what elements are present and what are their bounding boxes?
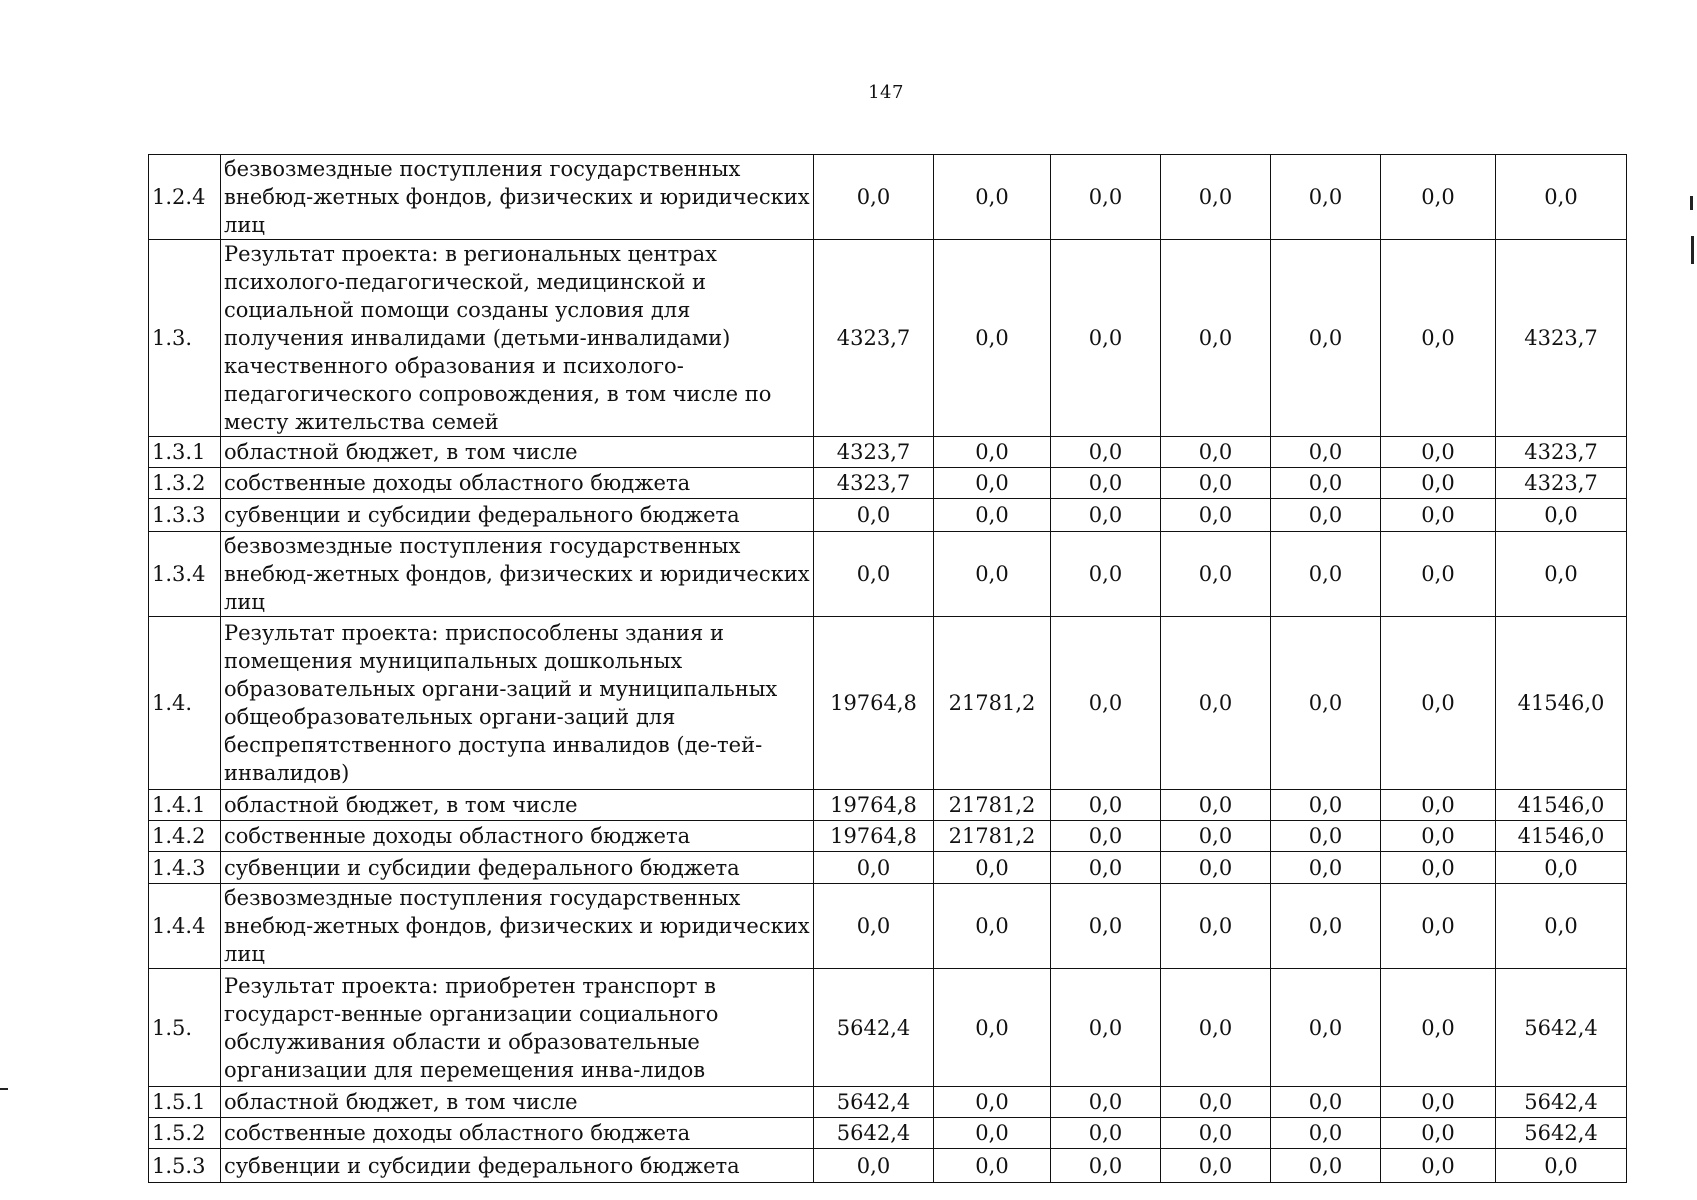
value-cell: 0,0 [1051,1087,1161,1118]
value-cell: 0,0 [814,155,934,240]
value-cell: 0,0 [1271,240,1381,437]
value-cell: 0,0 [1271,499,1381,532]
value-cell: 0,0 [1496,499,1627,532]
table-row [149,1149,1627,1183]
value-cell: 0,0 [1381,790,1496,821]
row-description: безвозмездные поступления государственных внебюд-жетных фондов, физических и юридических лиц [221,884,814,969]
value-cell: 0,0 [1271,1149,1381,1183]
value-cell: 0,0 [934,468,1051,499]
row-description: собственные доходы областного бюджета [221,1118,814,1149]
value-cell: 0,0 [1161,884,1271,969]
value-cell: 0,0 [1271,468,1381,499]
value-cell: 41546,0 [1496,821,1627,852]
value-cell: 0,0 [1051,468,1161,499]
row-description: областной бюджет, в том числе [221,790,814,821]
value-cell: 0,0 [1271,437,1381,468]
row-code: 1.4.4 [149,884,221,969]
right-edge-mark [1691,236,1694,264]
value-cell: 0,0 [1381,1087,1496,1118]
value-cell: 0,0 [1496,1149,1627,1183]
row-code: 1.4.2 [149,821,221,852]
value-cell: 4323,7 [1496,468,1627,499]
value-cell: 0,0 [1496,155,1627,240]
value-cell: 4323,7 [1496,240,1627,437]
table-row [149,790,1627,821]
value-cell: 0,0 [1381,969,1496,1087]
value-cell: 0,0 [1161,1087,1271,1118]
value-cell: 5642,4 [1496,969,1627,1087]
value-cell: 0,0 [1381,240,1496,437]
value-cell: 0,0 [934,1118,1051,1149]
value-cell: 19764,8 [814,821,934,852]
row-code: 1.5.3 [149,1149,221,1183]
table-row [149,499,1627,532]
value-cell: 0,0 [1271,969,1381,1087]
value-cell: 5642,4 [1496,1087,1627,1118]
value-cell: 0,0 [1271,852,1381,884]
row-code: 1.3.1 [149,437,221,468]
value-cell: 0,0 [1051,240,1161,437]
value-cell: 0,0 [1161,617,1271,790]
row-code: 1.4.1 [149,790,221,821]
value-cell: 0,0 [1161,155,1271,240]
row-description: Результат проекта: приспособлены здания и помещения муниципальных дошкольных образовательных органи-заций и муниципальных общеобразовательных органи-заций для беспрепятственного доступа инвалидов (де-тей-инвалидов) [221,617,814,790]
value-cell: 41546,0 [1496,617,1627,790]
row-description: субвенции и субсидии федерального бюджета [221,1149,814,1183]
page-number: 147 [868,82,904,103]
value-cell: 0,0 [1381,1149,1496,1183]
budget-table [148,154,1627,1183]
value-cell: 0,0 [934,884,1051,969]
value-cell: 19764,8 [814,790,934,821]
value-cell: 0,0 [934,532,1051,617]
row-description: безвозмездные поступления государственных внебюд-жетных фондов, физических и юридических лиц [221,155,814,240]
row-code: 1.5.1 [149,1087,221,1118]
value-cell: 0,0 [1381,155,1496,240]
value-cell: 0,0 [814,499,934,532]
value-cell: 0,0 [1161,1118,1271,1149]
value-cell: 41546,0 [1496,790,1627,821]
value-cell: 0,0 [1381,532,1496,617]
value-cell: 0,0 [1271,155,1381,240]
value-cell: 0,0 [814,532,934,617]
value-cell: 0,0 [1271,821,1381,852]
value-cell: 0,0 [1051,790,1161,821]
value-cell: 0,0 [1381,617,1496,790]
value-cell: 0,0 [1161,437,1271,468]
value-cell: 0,0 [1381,821,1496,852]
row-code: 1.2.4 [149,155,221,240]
value-cell: 0,0 [814,852,934,884]
value-cell: 0,0 [1161,499,1271,532]
value-cell: 0,0 [1271,884,1381,969]
row-code: 1.3.4 [149,532,221,617]
value-cell: 0,0 [1161,852,1271,884]
value-cell: 0,0 [1051,499,1161,532]
value-cell: 21781,2 [934,617,1051,790]
row-description: безвозмездные поступления государственных внебюд-жетных фондов, физических и юридических лиц [221,532,814,617]
value-cell: 0,0 [1496,532,1627,617]
value-cell: 0,0 [934,240,1051,437]
value-cell: 5642,4 [814,1118,934,1149]
table-row [149,155,1627,240]
table-row [149,468,1627,499]
value-cell: 0,0 [1051,821,1161,852]
value-cell: 0,0 [1051,852,1161,884]
row-code: 1.4. [149,617,221,790]
value-cell: 0,0 [1271,532,1381,617]
row-code: 1.3. [149,240,221,437]
value-cell: 0,0 [934,969,1051,1087]
table-row [149,821,1627,852]
row-description: собственные доходы областного бюджета [221,468,814,499]
row-description: субвенции и субсидии федерального бюджета [221,852,814,884]
table-row [149,1118,1627,1149]
value-cell: 0,0 [1051,1118,1161,1149]
row-code: 1.3.2 [149,468,221,499]
value-cell: 0,0 [1161,969,1271,1087]
value-cell: 0,0 [934,1149,1051,1183]
value-cell: 0,0 [1381,499,1496,532]
value-cell: 0,0 [1161,790,1271,821]
row-description: Результат проекта: приобретен транспорт в государст-венные организации социального обслуживания области и образовательные организации для перемещения инва-лидов [221,969,814,1087]
value-cell: 21781,2 [934,821,1051,852]
value-cell: 0,0 [934,852,1051,884]
value-cell: 5642,4 [1496,1118,1627,1149]
value-cell: 0,0 [1271,617,1381,790]
table-row [149,617,1627,790]
right-edge-mark [1690,196,1693,210]
row-code: 1.3.3 [149,499,221,532]
row-code: 1.5. [149,969,221,1087]
row-code: 1.4.3 [149,852,221,884]
row-description: Результат проекта: в региональных центрах психолого-педагогической, медицинской и социальной помощи созданы условия для получения инвалидами (детьми-инвалидами) качественного образования и психолого-педагогического сопровождения, в том числе по месту жительства семей [221,240,814,437]
value-cell: 0,0 [934,499,1051,532]
table-row [149,852,1627,884]
value-cell: 0,0 [934,155,1051,240]
value-cell: 0,0 [1271,1087,1381,1118]
row-description: собственные доходы областного бюджета [221,821,814,852]
value-cell: 0,0 [1051,155,1161,240]
row-description: областной бюджет, в том числе [221,437,814,468]
value-cell: 4323,7 [814,240,934,437]
value-cell: 0,0 [1051,969,1161,1087]
table-row [149,240,1627,437]
value-cell: 0,0 [1161,821,1271,852]
value-cell: 0,0 [1496,884,1627,969]
value-cell: 0,0 [934,1087,1051,1118]
value-cell: 0,0 [1051,532,1161,617]
value-cell: 0,0 [934,437,1051,468]
value-cell: 0,0 [814,1149,934,1183]
value-cell: 0,0 [1051,1149,1161,1183]
value-cell: 4323,7 [814,468,934,499]
value-cell: 0,0 [1161,468,1271,499]
value-cell: 21781,2 [934,790,1051,821]
value-cell: 19764,8 [814,617,934,790]
value-cell: 0,0 [1271,1118,1381,1149]
row-code: 1.5.2 [149,1118,221,1149]
value-cell: 0,0 [1161,532,1271,617]
value-cell: 5642,4 [814,969,934,1087]
left-edge-mark [0,1088,8,1090]
value-cell: 0,0 [1381,468,1496,499]
budget-table-body [149,155,1627,1183]
value-cell: 0,0 [1161,240,1271,437]
value-cell: 0,0 [1051,437,1161,468]
value-cell: 0,0 [1381,884,1496,969]
value-cell: 0,0 [814,884,934,969]
value-cell: 0,0 [1051,617,1161,790]
table-row [149,1087,1627,1118]
table-row [149,437,1627,468]
row-description: областной бюджет, в том числе [221,1087,814,1118]
table-row [149,969,1627,1087]
value-cell: 4323,7 [814,437,934,468]
value-cell: 0,0 [1381,852,1496,884]
row-description: субвенции и субсидии федерального бюджета [221,499,814,532]
value-cell: 0,0 [1496,852,1627,884]
value-cell: 0,0 [1381,437,1496,468]
value-cell: 0,0 [1161,1149,1271,1183]
value-cell: 0,0 [1051,884,1161,969]
value-cell: 5642,4 [814,1087,934,1118]
table-row [149,532,1627,617]
value-cell: 0,0 [1381,1118,1496,1149]
value-cell: 4323,7 [1496,437,1627,468]
value-cell: 0,0 [1271,790,1381,821]
table-row [149,884,1627,969]
